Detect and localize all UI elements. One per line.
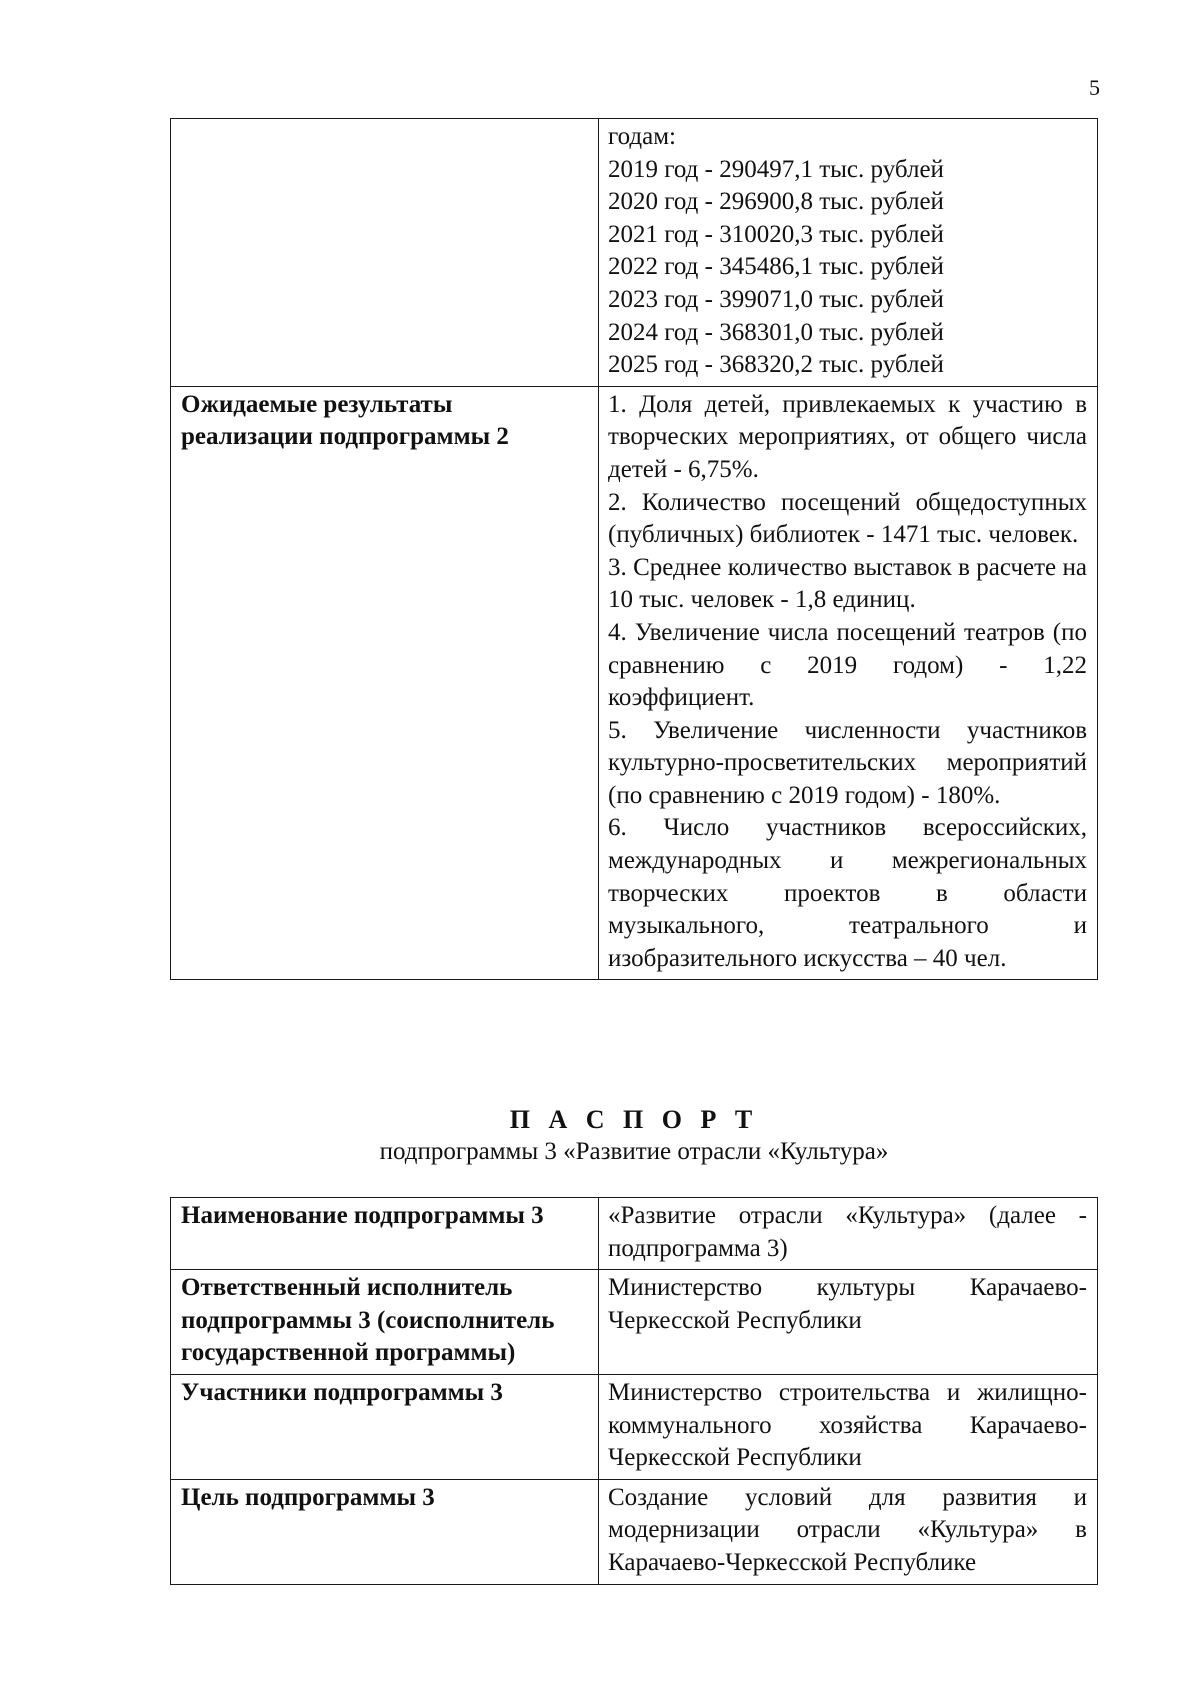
funding-line-2025: 2025 год - 368320,2 тыс. рублей [608,351,944,379]
table-row [171,1270,1098,1375]
table-row [171,1479,1098,1584]
expected-results-cell [599,386,1098,980]
goal-label: Цель подпрограммы 3 [171,1479,599,1584]
result-item-1: 1. Доля детей, привлекаемых к участию в творческих мероприятиях, от общего числа детей - 6,75%. [608,390,1087,483]
table-row [171,386,1098,980]
passport-table [170,1197,1098,1585]
table-row [171,119,1098,387]
responsible-executor-value: Министерство культуры Карачаево-Черкесской Республики [599,1270,1098,1375]
goal-value: Создание условий для развития и модернизации отрасли «Культура» в Карачаево-Черкесской Республике [599,1479,1098,1584]
result-item-6: 6. Число участников всероссийских, международных и межрегиональных творческих проектов в области музыкального, театрального и изобразительного искусства – 40 чел. [608,814,1087,972]
funding-results-table [170,118,1098,980]
table-row [171,1374,1098,1479]
result-item-4: 4. Увеличение числа посещений театров (по сравнению с 2019 годом) - 1,22 коэффициент. [608,618,1087,712]
funding-by-year-cell [599,119,1098,387]
funding-line-2019: 2019 год - 290497,1 тыс. рублей [608,155,944,183]
funding-line-2023: 2023 год - 399071,0 тыс. рублей [608,285,944,313]
expected-results-label: Ожидаемые результаты реализации подпрограммы 2 [171,386,599,980]
passport-heading [170,1104,1098,1168]
table-row [171,1198,1098,1270]
result-item-2: 2. Количество посещений общедоступных (публичных) библиотек - 1471 тыс. человек. [608,488,1087,549]
subprogram-name-label: Наименование подпрограммы 3 [171,1198,599,1270]
page-number: 5 [1089,75,1100,100]
funding-line-intro: годам: [608,123,676,150]
funding-line-2022: 2022 год - 345486,1 тыс. рублей [608,253,944,281]
participants-value: Министерство строительства и жилищно-коммунального хозяйства Карачаево-Черкесской Республики [599,1374,1098,1479]
participants-label: Участники подпрограммы 3 [171,1374,599,1479]
funding-line-2021: 2021 год - 310020,3 тыс. рублей [608,220,944,248]
passport-subtitle: подпрограммы 3 «Развитие отрасли «Культура» [379,1138,889,1165]
subprogram-name-value: «Развитие отрасли «Культура» (далее - подпрограмма 3) [599,1198,1098,1270]
result-item-3: 3. Среднее количество выставок в расчете на 10 тыс. человек - 1,8 единиц. [608,553,1087,614]
funding-line-2020: 2020 год - 296900,8 тыс. рублей [608,188,944,216]
empty-label-cell [171,119,599,387]
funding-line-2024: 2024 год - 368301,0 тыс. рублей [608,318,944,346]
result-item-5: 5. Увеличение численности участников культурно-просветительских мероприятий (по сравнению с 2019 годом) - 180%. [608,716,1087,809]
passport-title: П А С П О Р Т [509,1105,759,1134]
responsible-executor-label: Ответственный исполнитель подпрограммы 3 (соисполнитель государственной программы) [171,1270,599,1375]
